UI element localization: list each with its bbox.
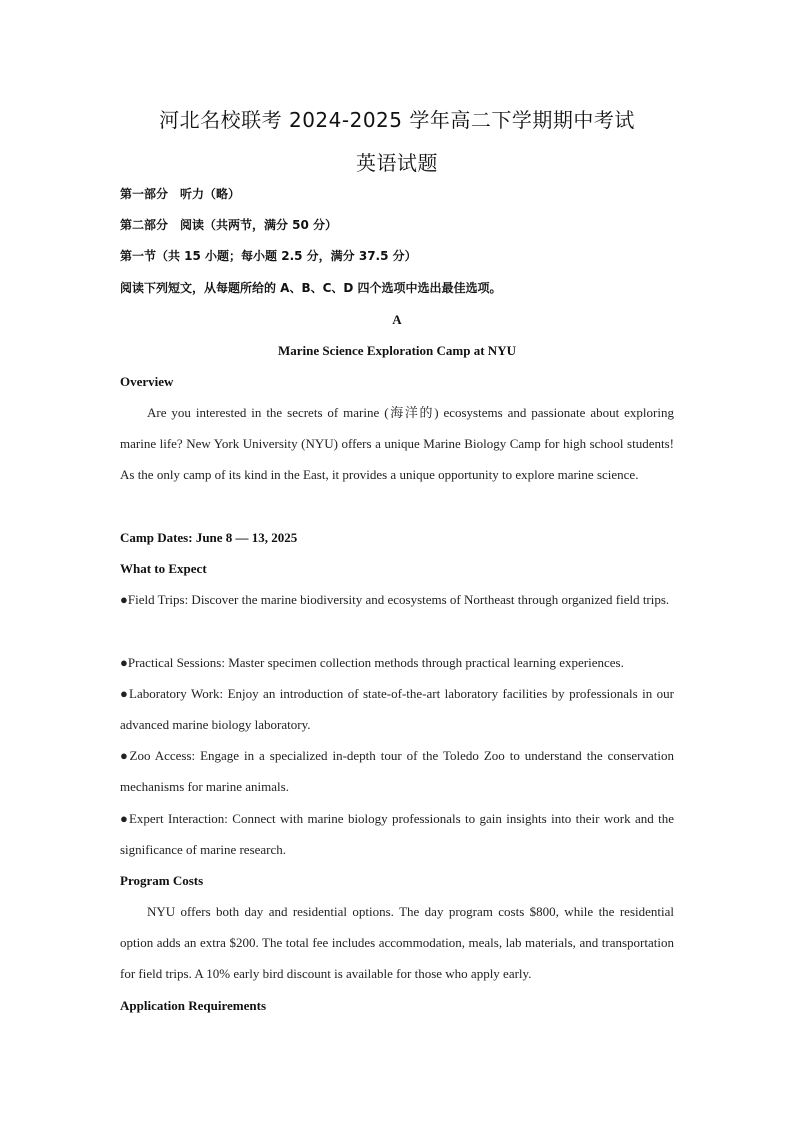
list-item: ●Expert Interaction: Connect with marine biology professionals to gain insights into their work and the significance of marine research. (120, 811, 674, 858)
passage-title: Marine Science Exploration Camp at NYU (278, 343, 516, 358)
list-item: ●Field Trips: Discover the marine biodiversity and ecosystems of Northeast through organized field trips. (120, 592, 670, 607)
overview-paragraph: Are you interested in the secrets of marine (海洋的) ecosystems and passionate about exploring marine life? New York University (NYU) offers a unique Marine Biology Camp for high school students! As the only camp of its kind in the East, it provides a unique opportunity to explore marine science. (120, 405, 674, 483)
overview-heading: Overview (120, 374, 174, 389)
exam-subtitle: 英语试题 (356, 151, 438, 175)
expect-heading: What to Expect (120, 561, 207, 576)
camp-dates: Camp Dates: June 8 — 13, 2025 (120, 530, 298, 545)
exam-title: 河北名校联考 2024-2025 学年高二下学期期中考试 (159, 108, 635, 132)
instruction-text: 阅读下列短文，从每题所给的 A、B、C、D 四个选项中选出最佳选项。 (120, 281, 502, 295)
passage-letter: A (392, 312, 402, 327)
requirements-heading: Application Requirements (120, 998, 267, 1013)
part-two-heading: 第二部分 阅读（共两节，满分 50 分） (120, 218, 338, 232)
part-one-heading: 第一部分 听力（略） (120, 187, 241, 201)
section-one-heading: 第一节（共 15 小题；每小题 2.5 分，满分 37.5 分） (120, 249, 417, 263)
list-item: ●Laboratory Work: Enjoy an introduction of state-of-the-art laboratory facilities by professionals in our advanced marine biology laboratory. (120, 686, 674, 733)
list-item: ●Zoo Access: Engage in a specialized in-depth tour of the Toledo Zoo to understand the conservation mechanisms for marine animals. (120, 748, 674, 795)
costs-heading: Program Costs (120, 873, 204, 888)
list-item: ●Practical Sessions: Master specimen collection methods through practical learning experiences. (120, 655, 624, 670)
costs-paragraph: NYU offers both day and residential options. The day program costs $800, while the residential option adds an extra $200. The total fee includes accommodation, meals, lab materials, and transportation for field trips. A 10% early bird discount is available for those who apply early. (120, 904, 674, 982)
